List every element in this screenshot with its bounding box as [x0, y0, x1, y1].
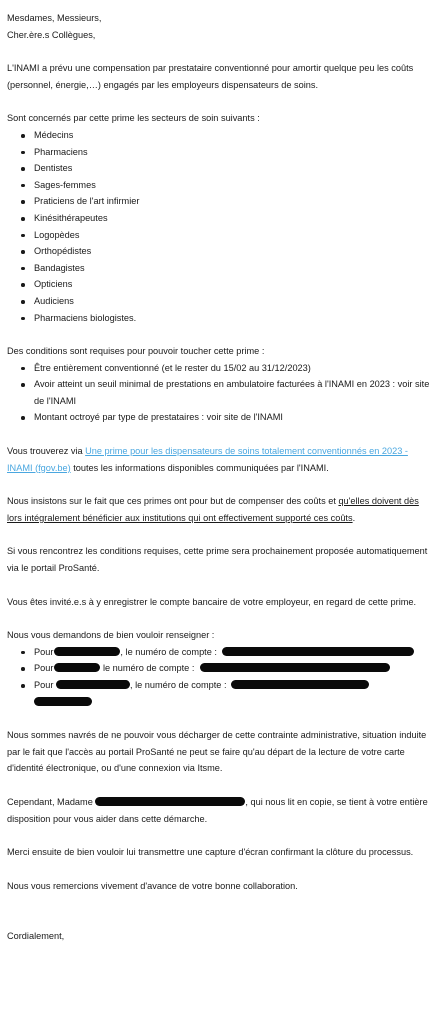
request-heading: Nous vous demandons de bien vouloir renseigner : — [7, 630, 215, 641]
list-item: Avoir atteint un seuil minimal de prestations en ambulatoire facturées à l'INAMI en 2023 : voir site de l'INAMI — [7, 376, 432, 409]
list-item: Être entièrement conventionné (et le rester du 15/02 au 31/12/2023) — [7, 360, 432, 377]
list-item: Praticiens de l'art infirmier — [7, 193, 432, 210]
redaction-mark — [231, 680, 369, 689]
list-item: Montant octroyé par type de prestataires : voir site de l'INAMI — [7, 409, 432, 426]
conditions-heading: Des conditions sont requises pour pouvoir toucher cette prime : — [7, 346, 265, 357]
request-prefix: Pour — [34, 663, 54, 674]
redaction-mark — [54, 663, 100, 672]
intro-paragraph: L'INAMI a prévu une compensation par prestataire conventionné pour amortir quelque peu les coûts (personnel, énergie,…) engagés par les employeurs dispensateurs de soins. — [7, 63, 414, 90]
request-prefix: Pour — [34, 680, 54, 690]
list-item: Sages-femmes — [7, 177, 432, 194]
screenshot-paragraph: Merci ensuite de bien vouloir lui transmettre une capture d'écran confirmant la clôture du processus. — [7, 847, 414, 858]
request-suffix: , le numéro de compte : — [120, 646, 217, 657]
list-item: Audiciens — [7, 293, 432, 310]
list-item: Bandagistes — [7, 260, 432, 277]
request-prefix: Pour — [34, 646, 54, 657]
list-item — [7, 660, 432, 677]
inami-prime-link[interactable]: Une prime pour les dispensateurs de soins totalement conventionnés en 2023 - INAMI (fgov.be) — [7, 446, 408, 473]
contact-paragraph — [7, 794, 432, 827]
prosante-paragraph: Si vous rencontrez les conditions requises, cette prime sera prochainement proposée automatiquement via le portail ProSanté. — [7, 546, 428, 574]
insist-paragraph — [7, 493, 432, 526]
insist-underlined-text: qu'elles doivent dès lors intégralement bénéficier aux institutions qui ont effectivement supporté ces coûts — [7, 496, 419, 523]
info-text-before: Vous trouverez via — [7, 446, 86, 457]
conditions-list — [7, 360, 432, 426]
contact-text-after: , qui nous lit en copie, se tient à votre entière disposition pour vous aider dans cette démarche. — [7, 796, 428, 824]
list-item: Kinésithérapeutes — [7, 210, 432, 227]
info-paragraph — [7, 443, 432, 476]
redaction-mark — [54, 647, 120, 656]
list-item — [7, 677, 432, 710]
sectors-heading: Sont concernés par cette prime les secteurs de soin suivants : — [7, 113, 260, 124]
thanks-paragraph: Nous vous remercions vivement d'avance de votre bonne collaboration. — [7, 880, 298, 891]
list-item: Orthopédistes — [7, 243, 432, 260]
request-suffix: , le numéro de compte : — [129, 680, 227, 690]
redaction-mark — [222, 647, 414, 656]
redaction-mark — [95, 797, 245, 806]
greeting-line-2: Cher.ère.s Collègues, — [7, 29, 96, 40]
list-item: Dentistes — [7, 160, 432, 177]
list-item: Pharmaciens biologistes. — [7, 310, 432, 327]
greeting-line-1: Mesdames, Messieurs, — [7, 13, 102, 23]
redaction-mark — [34, 697, 92, 706]
list-item: Pharmaciens — [7, 144, 432, 161]
redaction-mark — [200, 663, 390, 672]
list-item: Opticiens — [7, 276, 432, 293]
contact-text-before: Cependant, Madame — [7, 796, 93, 807]
list-item: Logopèdes — [7, 227, 432, 244]
insist-text-before: Nous insistons sur le fait que ces primes ont pour but de compenser des coûts et — [7, 496, 339, 507]
sectors-list — [7, 127, 432, 326]
request-suffix: le numéro de compte : — [100, 663, 195, 674]
sorry-paragraph: Nous sommes navrés de ne pouvoir vous décharger de cette contrainte administrative, situation induite par le fait que l'accès au portail ProSanté ne peut se faire qu'au départ de la lecture de votre carte d'identité électronique, ou d'une connexion via Itsme. — [7, 730, 427, 774]
list-item: Médecins — [7, 127, 432, 144]
list-item — [7, 644, 432, 661]
redaction-mark — [56, 680, 130, 689]
info-text-after: toutes les informations disponibles communiquées par l'INAMI. — [70, 462, 329, 473]
closing-line: Cordialement, — [7, 931, 65, 942]
request-list — [7, 644, 432, 710]
insist-text-after: . — [352, 512, 356, 523]
invite-paragraph: Vous êtes invité.e.s à y enregistrer le compte bancaire de votre employeur, en regard de cette prime. — [7, 596, 417, 607]
